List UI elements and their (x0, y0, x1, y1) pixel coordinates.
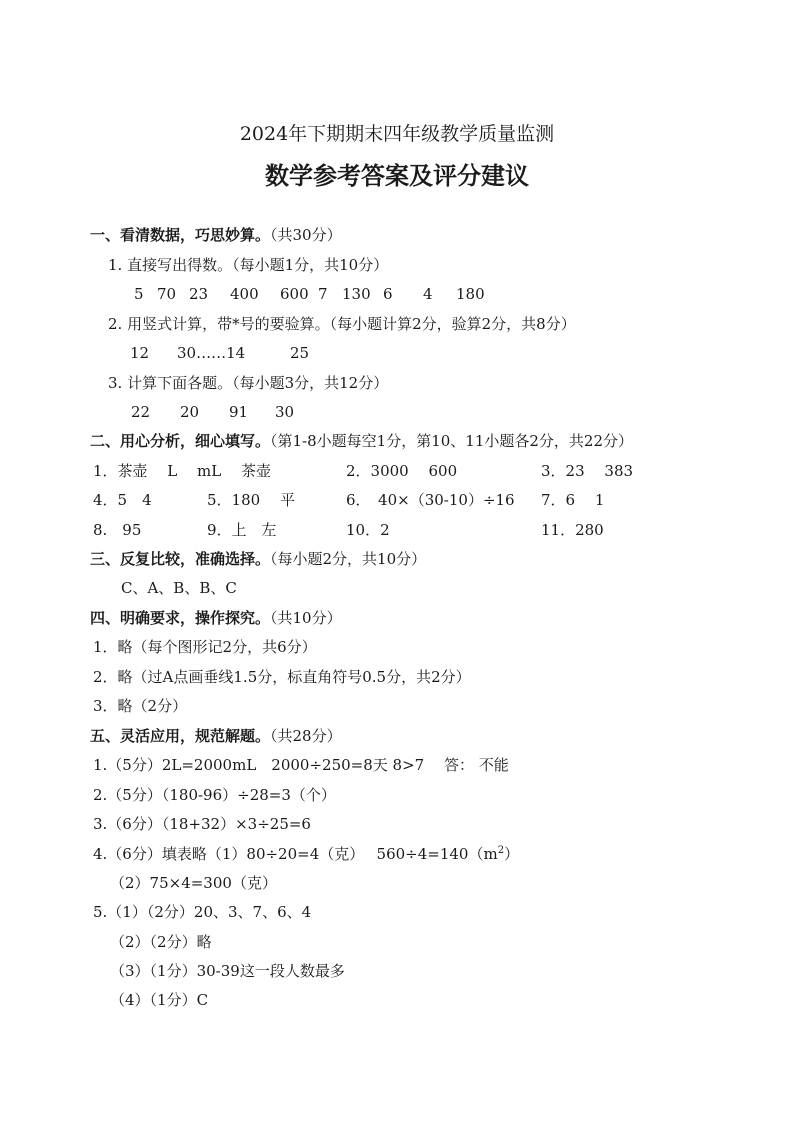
section-1-heading (90, 225, 342, 245)
answer-item: 70 (157, 285, 177, 303)
section-4-score: （共10分） (270, 609, 342, 627)
s2-answer-10: 10．2 (346, 521, 390, 539)
section-4-title: 四、明确要求，操作探究。 (90, 609, 271, 627)
s1-q3-label: 3. 计算下面各题。（每小题3分，共12分） (108, 374, 389, 392)
section-2-score: （第1-8小题每空1分，第10、11小题各2分，共22分） (270, 432, 634, 450)
section-1-score: （共30分） (270, 226, 342, 244)
section-1-title: 一、看清数据，巧思妙算。 (90, 226, 271, 244)
s4-answer-3: 3．略（2分） (93, 697, 188, 715)
s5-answer-4 (93, 844, 519, 864)
section-3-title: 三、反复比较，准确选择。 (90, 550, 271, 568)
s2-answer-4: 4．5 4 (93, 491, 152, 509)
answer-item: 5 (134, 285, 144, 303)
s5-answer-5d: （4）（1分）C (110, 991, 209, 1009)
s2-answer-1: 1．茶壶 L mL 茶壶 (93, 462, 271, 480)
answer-item: 25 (290, 344, 310, 362)
s5-answer-5b: （2）（2分）略 (110, 933, 212, 951)
s5-answer-5c: （3）（1分）30-39这一段人数最多 (110, 962, 345, 980)
s2-answer-3: 3．23 383 (541, 462, 634, 480)
s5-answer-1: 1.（5分）2L=2000mL 2000÷250=8天 8>7 答： 不能 (93, 756, 509, 774)
answer-item: 600 (280, 285, 309, 303)
answer-item: 91 (229, 403, 249, 421)
s2-answer-2: 2．3000 600 (346, 462, 458, 480)
s2-answer-8: 8. 95 (93, 521, 142, 539)
s2-answer-11: 11．280 (541, 521, 604, 539)
answer-item: 130 (342, 285, 371, 303)
superscript: 2 (497, 845, 505, 856)
section-2-heading (90, 431, 633, 451)
s1-q2-label: 2. 用竖式计算，带*号的要验算。（每小题计算2分，验算2分，共8分） (108, 315, 576, 333)
answer-item: 4 (423, 285, 433, 303)
section-3-score: （每小题2分，共10分） (270, 550, 427, 568)
answer-item: 30 (275, 403, 295, 421)
s4-answer-2: 2．略（过A点画垂线1.5分，标直角符号0.5分，共2分） (93, 668, 471, 686)
answer-item: 12 (130, 344, 150, 362)
s4-answer-1: 1．略（每个图形记2分，共6分） (93, 638, 317, 656)
s3-answers: C、A、B、B、C (121, 579, 237, 597)
s5-answer-2: 2.（5分）（180-96）÷28=3（个） (93, 786, 336, 804)
section-4-heading (90, 608, 342, 628)
section-5-score: （共28分） (270, 727, 342, 745)
answer-item: 30……14 (177, 344, 246, 362)
section-5-heading (90, 726, 342, 746)
answer-item: 400 (230, 285, 259, 303)
s2-answer-7: 7．6 1 (541, 491, 605, 509)
s2-answer-6: 6． 40×（30-10）÷16 (346, 491, 515, 509)
s5-answer-4b: （2）75×4=300（克） (110, 874, 277, 892)
exam-title: 2024年下期期末四年级教学质量监测 (239, 123, 555, 145)
s2-answer-9: 9．上 左 (207, 521, 277, 539)
answer-key-subtitle: 数学参考答案及评分建议 (265, 162, 529, 190)
answer-item: 22 (131, 403, 151, 421)
answer-item: 20 (180, 403, 200, 421)
answer-item: 7 (318, 285, 328, 303)
section-5-title: 五、灵活应用，规范解题。 (90, 727, 271, 745)
s5-answer-4-text: 4.（6分）填表略（1）80÷20=4（克） 560÷4=140（m (93, 845, 498, 863)
s1-q1-label: 1. 直接写出得数。（每小题1分，共10分） (108, 256, 389, 274)
s5-answer-3: 3.（6分）（18+32）×3÷25=6 (93, 815, 311, 833)
closing-paren: ） (504, 845, 520, 863)
answer-item: 180 (456, 285, 485, 303)
section-2-title: 二、用心分析，细心填写。 (90, 432, 271, 450)
answer-item: 23 (189, 285, 209, 303)
section-3-heading (90, 549, 426, 569)
answer-item: 6 (383, 285, 393, 303)
s2-answer-5: 5．180 平 (207, 491, 295, 509)
s5-answer-5: 5.（1）（2分）20、3、7、6、4 (93, 903, 312, 921)
